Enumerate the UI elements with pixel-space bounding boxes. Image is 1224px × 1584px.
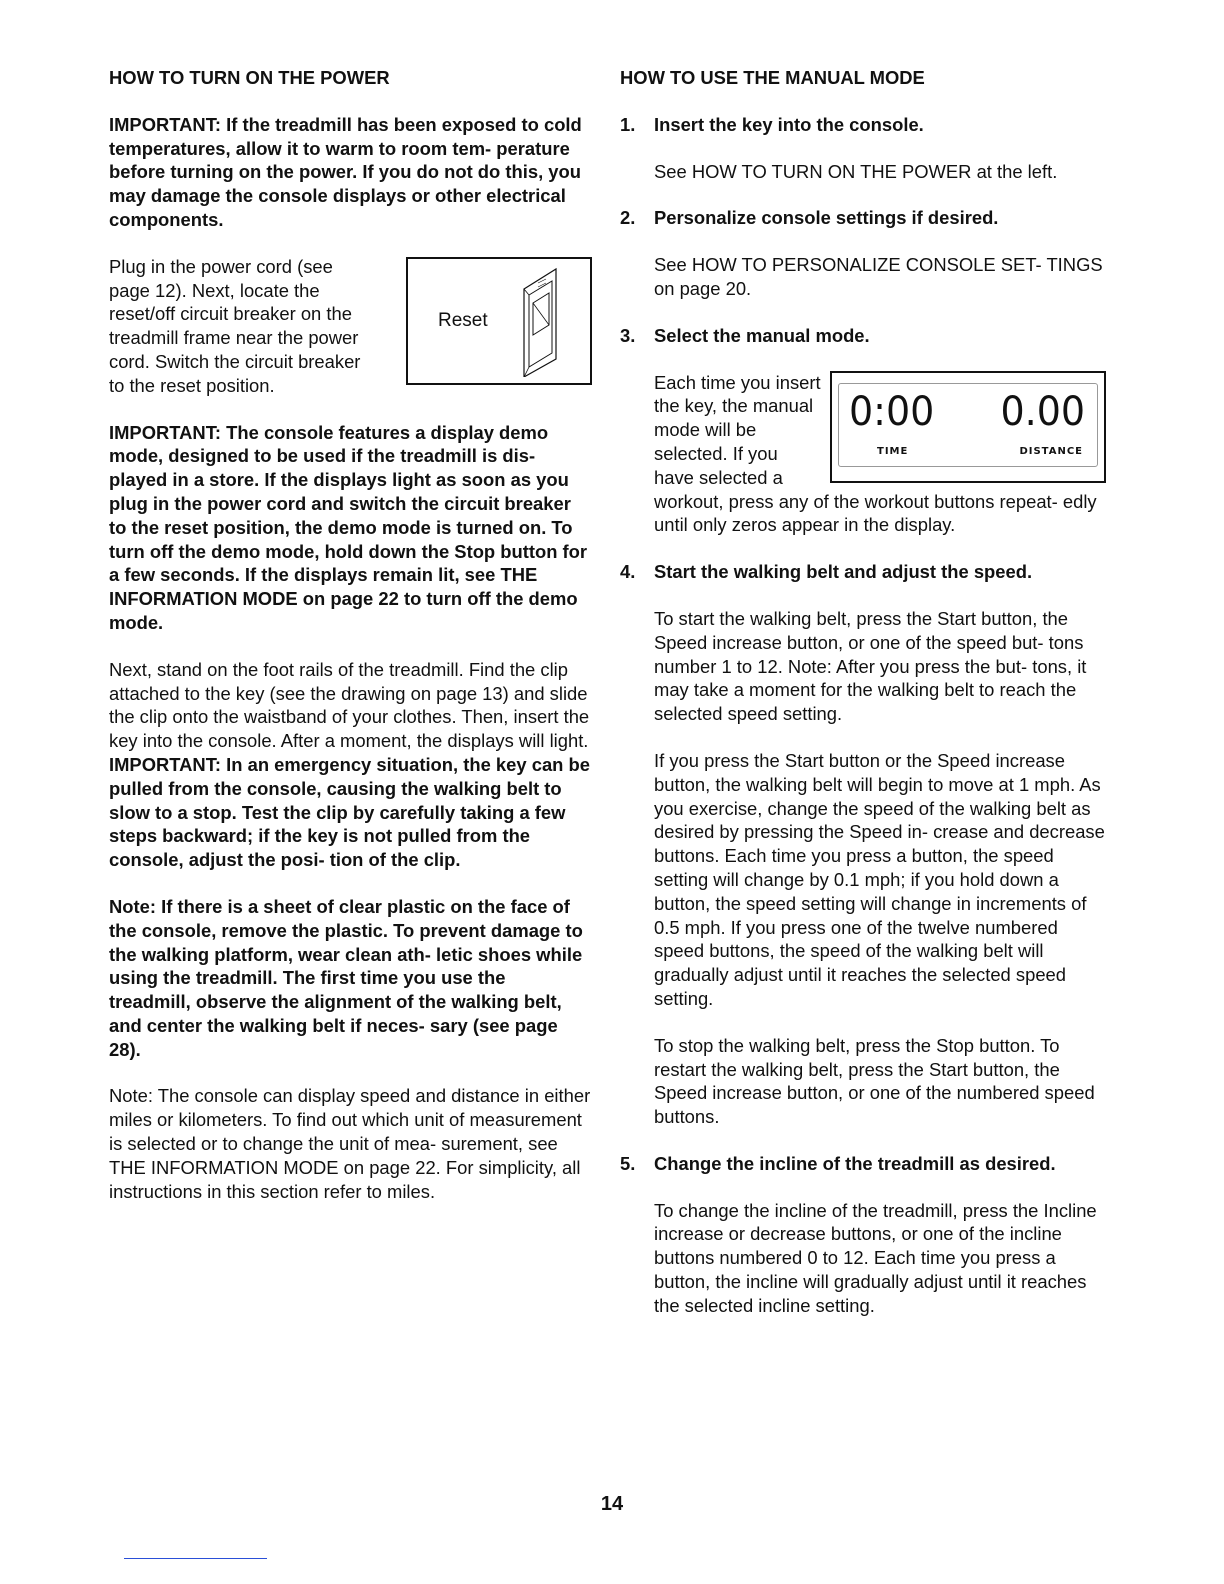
circuit-breaker-switch-icon — [516, 265, 564, 377]
reset-label: Reset — [438, 309, 488, 331]
step-2 — [620, 206, 1106, 230]
section-heading-manual: HOW TO USE THE MANUAL MODE — [620, 67, 925, 88]
section-heading-power: HOW TO TURN ON THE POWER — [109, 67, 390, 88]
step-body: To change the incline of the treadmill, press the Incline increase or decrease buttons, or one of the incline buttons numbered 0 to 12. Each time you press a button, the incline will gradually adjust until it reaches the selected incline setting. — [654, 1199, 1097, 1316]
step-body: If you press the Start button or the Speed increase button, the walking belt will begin to move at 1 mph. As you exercise, change the speed of the walking belt as desired by pressing the Speed in- crease and decrease buttons. Each time you press a button, the speed setting will change by 0.1 mph; if you hold down a button, the speed setting will change in increments of 0.5 mph. If you press one of the twelve numbered speed buttons, the speed of the walking belt will gradually adjust until it reaches the selected speed setting. — [654, 749, 1105, 1009]
step-number: 2. — [620, 207, 636, 229]
step-number: 1. — [620, 113, 636, 135]
power-intro-text: Plug in the power cord (see page 12). Next, locate the reset/off circuit breaker on the treadmill frame near the power cord. Switch the circuit breaker to the reset position. — [109, 255, 361, 396]
emergency-warning: IMPORTANT: In an emergency situation, the key can be pulled from the console, causing the walking belt to slow to a stop. Test the clip by carefully taking a few steps backward; if the key is not pulled from the console, adjust the posi- tion of the clip. — [109, 753, 590, 871]
step-title: Start the walking belt and adjust the speed. — [654, 561, 1033, 583]
step-body-side: Each time you insert the key, the manual mode will be selected. If you have selected a — [654, 371, 821, 488]
key-instructions — [109, 658, 592, 872]
step-body: See HOW TO PERSONALIZE CONSOLE SET- TINGS on page 20. — [654, 254, 1103, 299]
step-body: See HOW TO TURN ON THE POWER at the left. — [654, 160, 1058, 182]
important-demo-mode: IMPORTANT: The console features a display demo mode, designed to be used if the treadmill is dis- played in a store. If the displays light as soon as you plug in the power cord and switch the circuit breaker to the reset position, the demo mode is turned on. To turn off the demo mode, hold down the Stop button for a few seconds. If the displays remain lit, see THE INFORMATION MODE on page 22 to turn off the demo mode. — [109, 421, 588, 633]
page-number: 14 — [600, 1493, 624, 1515]
console-display-figure — [830, 371, 1106, 483]
step-title: Change the incline of the treadmill as desired. — [654, 1152, 1056, 1174]
step-4 — [620, 560, 1106, 584]
step-3-row — [654, 371, 1106, 490]
units-note: Note: The console can display speed and distance in either miles or kilometers. To find out which unit of measurement is selected or to change the unit of mea- surement, see THE INFORMATION MODE on page 22. For simplicity, all instructions in this section refer to miles. — [109, 1085, 591, 1202]
step-number: 4. — [620, 561, 636, 583]
step-5 — [620, 1152, 1106, 1176]
plastic-note: Note: If there is a sheet of clear plastic on the face of the console, remove the plastic. To prevent damage to the walking platform, wear clean ath- letic shoes while using the treadmill. The first time you use the treadmill, observe the alignment of the walking belt, and center the walking belt if neces- sary (see page 28). — [109, 895, 583, 1060]
time-readout: 0:00 — [849, 388, 935, 435]
step-number: 5. — [620, 1152, 636, 1174]
step-title: Insert the key into the console. — [654, 113, 924, 135]
step-title: Personalize console settings if desired. — [654, 207, 999, 229]
step-body: To start the walking belt, press the Start button, the Speed increase button, or one of the speed but- tons number 1 to 12. Note: After you press the but- tons, it may take a moment for the walking belt to reach the selected speed setting. — [654, 607, 1087, 725]
right-column — [620, 66, 1106, 1318]
bottom-rule — [124, 1558, 267, 1559]
time-label: TIME — [877, 445, 909, 457]
console-screen — [838, 383, 1098, 467]
step-number: 3. — [620, 324, 636, 346]
reset-switch-figure — [406, 257, 592, 385]
distance-label: DISTANCE — [1019, 445, 1083, 457]
key-instructions-text: Next, stand on the foot rails of the treadmill. Find the clip attached to the key (see the drawing on page 13) and slide the clip onto the waistband of your clothes. Then, insert the key into the console. After a moment, the displays will light. — [109, 658, 590, 752]
step-1 — [620, 113, 1106, 137]
power-intro — [109, 255, 592, 398]
distance-readout: 0.00 — [1000, 388, 1085, 435]
step-3 — [620, 324, 1106, 348]
step-3-body — [654, 371, 1106, 538]
important-cold-warning: IMPORTANT: If the treadmill has been exposed to cold temperatures, allow it to warm to room tem- perature before turning on the power. If you do not do this, you may damage the console displays or other electrical components. — [109, 113, 582, 230]
step-title: Select the manual mode. — [654, 324, 870, 346]
step-body-rest: workout, press any of the workout buttons repeat- edly until only zeros appear in the display. — [654, 490, 1097, 536]
step-body: To stop the walking belt, press the Stop button. To restart the walking belt, press the Start button, the Speed increase button, or one of the numbered speed buttons. — [654, 1034, 1095, 1128]
left-column — [109, 66, 592, 1203]
